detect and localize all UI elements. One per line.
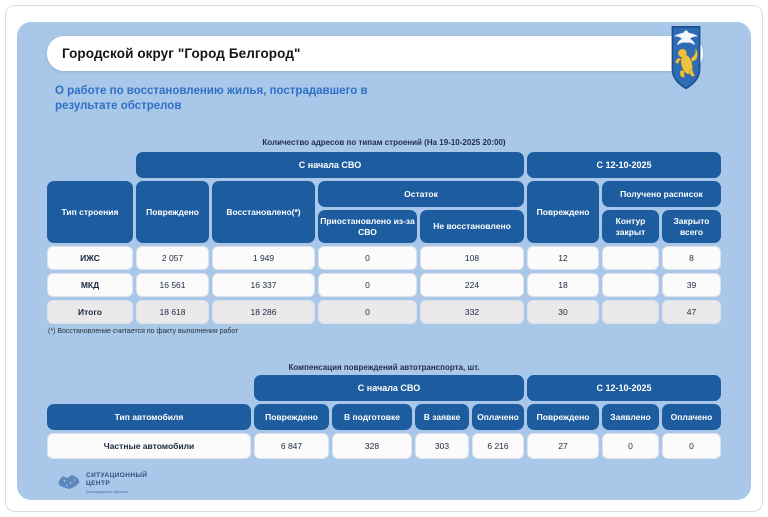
- col-header-contour-closed: Контур закрыт: [602, 210, 659, 243]
- cell-total-suspended: 0: [318, 300, 417, 324]
- cell-vehicles-paid: 6 216: [472, 433, 524, 459]
- col-header-damaged-week: Повреждено: [527, 181, 599, 243]
- cell-izhs-damaged-week: 12: [527, 246, 599, 270]
- cell-total-not-restored: 332: [420, 300, 524, 324]
- cell-mkd-damaged-week: 18: [527, 273, 599, 297]
- col-header-closed-total: Закрыто всего: [662, 210, 721, 243]
- vehicles-table: [47, 375, 721, 459]
- cell-izhs-closed-total: 8: [662, 246, 721, 270]
- cell-vehicles-damaged: 6 847: [254, 433, 329, 459]
- subtitle-line-1: О работе по восстановлению жилья, пострадавшего в: [55, 85, 368, 97]
- situation-center-text: [86, 472, 147, 494]
- addresses-table: [47, 152, 721, 324]
- logo-subtitle: Белгородской области: [86, 489, 128, 494]
- cell-mkd-suspended: 0: [318, 273, 417, 297]
- cell-total-closed-total: 47: [662, 300, 721, 324]
- cell-private-vehicles-type: Частные автомобили: [47, 433, 251, 459]
- cell-vehicles-declared: 0: [602, 433, 659, 459]
- cell-mkd-damaged: 16 561: [136, 273, 209, 297]
- cell-izhs-type: ИЖС: [47, 246, 133, 270]
- col-header-paid-svo: Оплачено: [472, 404, 524, 430]
- addresses-table-title: Количество адресов по типам строений (На 19-10-2025 20:00): [262, 138, 506, 147]
- cell-mkd-type: МКД: [47, 273, 133, 297]
- cell-vehicles-damaged-week: 27: [527, 433, 599, 459]
- col-header-paid-week: Оплачено: [662, 404, 721, 430]
- group-header-since-date: С 12-10-2025: [527, 152, 721, 178]
- cell-izhs-suspended: 0: [318, 246, 417, 270]
- cell-vehicles-paid-week: 0: [662, 433, 721, 459]
- col-header-vehicle-damaged-week: Повреждено: [527, 404, 599, 430]
- vehicles-table-title: Компенсация повреждений автотранспорта, шт.: [288, 363, 480, 372]
- col-header-restored: Восстановлено(*): [212, 181, 315, 243]
- belgorod-coat-of-arms-icon: [670, 24, 702, 92]
- logo-line-1: СИТУАЦИОННЫЙ: [86, 472, 148, 479]
- col-header-not-restored: Не восстановлено: [420, 210, 524, 243]
- col-header-vehicle-damaged-svo: Повреждено: [254, 404, 329, 430]
- cell-total-contour: [602, 300, 659, 324]
- cell-izhs-contour: [602, 246, 659, 270]
- col-header-building-type: Тип строения: [47, 181, 133, 243]
- title-bar: [47, 36, 703, 71]
- group-header-since-svo: С начала СВО: [136, 152, 524, 178]
- cell-vehicles-in-request: 303: [415, 433, 469, 459]
- col-header-vehicle-type: Тип автомобиля: [47, 404, 251, 430]
- cell-mkd-contour: [602, 273, 659, 297]
- col-header-damaged-svo: Повреждено: [136, 181, 209, 243]
- region-map-icon: [57, 474, 81, 492]
- col-header-suspended: Приостановлено из-за СВО: [318, 210, 417, 243]
- group-header-since-svo-vehicles: С начала СВО: [254, 375, 524, 401]
- col-header-remainder: Остаток: [318, 181, 524, 207]
- cell-izhs-restored: 1 949: [212, 246, 315, 270]
- cell-mkd-restored: 16 337: [212, 273, 315, 297]
- col-header-declared: Заявлено: [602, 404, 659, 430]
- logo-line-2: ЦЕНТР: [86, 480, 111, 487]
- cell-mkd-not-restored: 224: [420, 273, 524, 297]
- col-header-in-preparation: В подготовке: [332, 404, 412, 430]
- cell-total-damaged-week: 30: [527, 300, 599, 324]
- slide-card: [17, 22, 751, 500]
- restoration-footnote: (*) Восстановление считается по факту выполнения работ: [48, 328, 239, 335]
- page-title: Городской округ "Город Белгород": [62, 46, 301, 61]
- subtitle-line-2: результате обстрелов: [55, 100, 182, 112]
- col-header-in-request: В заявке: [415, 404, 469, 430]
- group-header-since-date-vehicles: С 12-10-2025: [527, 375, 721, 401]
- cell-total-restored: 18 286: [212, 300, 315, 324]
- cell-total-type: Итого: [47, 300, 133, 324]
- col-header-receipts: Получено расписок: [602, 181, 721, 207]
- cell-mkd-closed-total: 39: [662, 273, 721, 297]
- situation-center-logo: [57, 472, 147, 494]
- cell-izhs-not-restored: 108: [420, 246, 524, 270]
- cell-vehicles-in-preparation: 328: [332, 433, 412, 459]
- cell-izhs-damaged: 2 057: [136, 246, 209, 270]
- page-subtitle: [55, 84, 455, 114]
- cell-total-damaged: 18 618: [136, 300, 209, 324]
